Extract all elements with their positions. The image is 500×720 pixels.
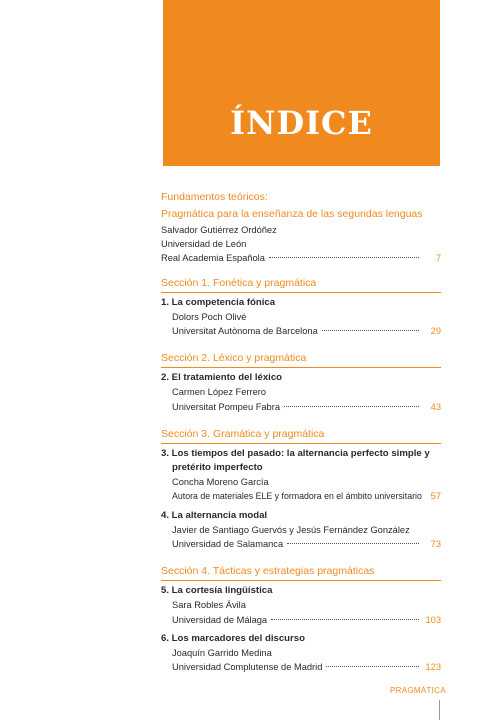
chapter-affiliation-row[interactable] (172, 537, 441, 551)
dot-leader (287, 543, 419, 544)
fundamentos-heading-line2: Pragmática para la enseñanza de las segundas lenguas (161, 208, 423, 220)
chapter-affiliation-row[interactable] (172, 613, 441, 627)
page-number: 57 (430, 491, 441, 502)
chapter-author: Concha Moreno García (172, 477, 269, 488)
chapter-title-line1: 3. Los tiempos del pasado: la alternancia perfecto simple y (161, 447, 430, 459)
fundamentos-affiliation-2: Real Academia Española (161, 253, 265, 264)
fundamentos-affiliation-row[interactable] (161, 251, 441, 265)
chapter-affiliation-row[interactable] (172, 400, 441, 414)
dot-leader (284, 406, 419, 407)
chapter-author: Dolors Poch Olivé (172, 311, 247, 322)
section-3 (161, 427, 441, 551)
chapter-affiliation-row[interactable] (172, 660, 441, 674)
fundamentos-author: Salvador Gutiérrez Ordóñez (161, 225, 277, 235)
chapter-author: Joaquín Garrido Medina (172, 648, 272, 659)
section-4 (161, 564, 441, 674)
title-banner (163, 0, 440, 166)
section-heading: Sección 3. Gramática y pragmática (161, 427, 325, 440)
section-divider (161, 580, 441, 581)
page-number: 103 (425, 614, 441, 625)
dot-leader (322, 330, 419, 331)
section-heading: Sección 4. Tácticas y estrategias pragmáticas (161, 565, 375, 578)
chapter-author: Sara Robles Ávila (172, 600, 246, 611)
dot-leader (326, 666, 419, 667)
chapter-affiliation: Universitat Autònoma de Barcelona (172, 326, 318, 337)
section-divider (161, 292, 441, 293)
chapter-title: 5. La cortesía lingüística (161, 585, 273, 597)
page-number: 29 (430, 326, 441, 337)
page-number: 73 (430, 539, 441, 550)
section-heading: Sección 1. Fonética y pragmática (161, 276, 317, 289)
chapter-affiliation: Universidad Complutense de Madrid (172, 662, 323, 673)
footer-rule (439, 700, 440, 720)
chapter-affiliation-row[interactable] (172, 324, 441, 338)
chapter-affiliation: Universidad de Salamanca (172, 539, 284, 550)
chapter-title: 6. Los marcadores del discurso (161, 632, 305, 644)
chapter-author: Carmen López Ferrero (172, 387, 267, 398)
chapter-title-line2: pretérito imperfecto (172, 462, 263, 474)
dot-leader (271, 619, 419, 620)
toc-entry-fundamentos (161, 190, 441, 266)
page-number: 123 (425, 662, 441, 673)
chapter-affiliation-row[interactable] (172, 489, 441, 503)
table-of-contents (161, 190, 441, 674)
chapter-author: Javier de Santiago Guervós y Jesús Fernández González (172, 524, 410, 535)
dot-leader (269, 257, 419, 258)
chapter-title: 4. La alternancia modal (161, 509, 268, 521)
page-title: ÍNDICE (230, 104, 373, 142)
page-number: 7 (435, 253, 441, 264)
section-2 (161, 351, 441, 414)
chapter-affiliation: Autora de materiales ELE y formadora en el ámbito universitario (172, 491, 422, 502)
chapter-title: 1. La competencia fónica (161, 296, 276, 308)
section-divider (161, 367, 441, 368)
page-number: 43 (430, 401, 441, 412)
chapter-title: 2. El tratamiento del léxico (161, 372, 283, 384)
chapter-affiliation: Universitat Pompeu Fabra (172, 401, 280, 412)
running-footer: PRAGMÁTICA (390, 686, 446, 695)
section-heading: Sección 2. Léxico y pragmática (161, 352, 307, 365)
fundamentos-affiliation-1: Universidad de León (161, 239, 247, 250)
chapter-affiliation: Universidad de Málaga (172, 614, 268, 625)
section-divider (161, 443, 441, 444)
fundamentos-heading-line1: Fundamentos teóricos: (161, 191, 268, 203)
section-1 (161, 276, 441, 339)
